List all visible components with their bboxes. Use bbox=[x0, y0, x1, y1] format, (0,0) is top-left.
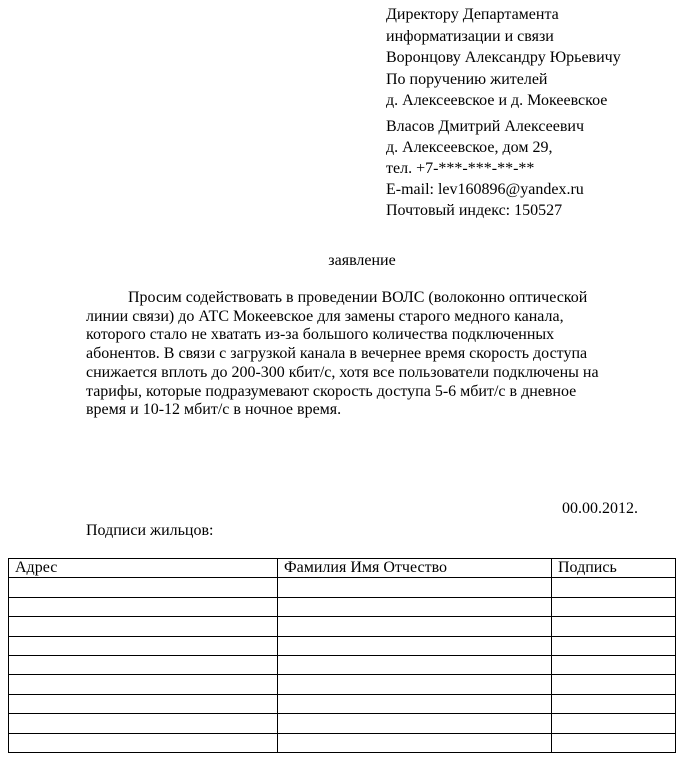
addressee-block bbox=[386, 4, 621, 112]
signature-cell bbox=[552, 636, 676, 655]
column-header-address: Адрес bbox=[9, 559, 278, 578]
signature-cell bbox=[552, 578, 676, 597]
sender-name: Власов Дмитрий Алексеевич bbox=[386, 118, 585, 135]
table-row bbox=[9, 597, 676, 616]
full-name-cell bbox=[278, 617, 552, 636]
addressee-line: По поручению жителей bbox=[386, 70, 548, 88]
address-cell bbox=[9, 617, 278, 636]
table-row bbox=[9, 636, 676, 655]
table-row bbox=[9, 675, 676, 694]
body-line: снижается вплоть до 200-300 кбит/с, хотя все пользователи подключены на bbox=[86, 363, 599, 381]
signature-cell bbox=[552, 617, 676, 636]
signature-cell bbox=[552, 714, 676, 733]
addressee-line: Директору Департамента bbox=[386, 6, 559, 23]
address-cell bbox=[9, 675, 278, 694]
full-name-cell bbox=[278, 675, 552, 694]
body-line: Просим содействовать в проведении ВОЛС (волоконно оптической bbox=[128, 289, 588, 306]
address-cell bbox=[9, 655, 278, 674]
sender-phone: тел. +7-***-***-**-** bbox=[386, 160, 535, 177]
table-row bbox=[9, 714, 676, 733]
signature-cell bbox=[552, 597, 676, 616]
addressee-line: д. Алексеевское и д. Мокеевское bbox=[386, 92, 608, 109]
table-row bbox=[9, 733, 676, 752]
full-name-cell bbox=[278, 636, 552, 655]
column-header-full-name: Фамилия Имя Отчество bbox=[278, 559, 552, 578]
document-date: 00.00.2012. bbox=[562, 500, 638, 517]
column-header-signature: Подпись bbox=[552, 559, 676, 578]
table-row bbox=[9, 655, 676, 674]
sender-block bbox=[386, 116, 584, 221]
sender-address: д. Алексеевское, дом 29, bbox=[386, 139, 553, 156]
body-line: линии связи) до АТС Мокеевское для замены старого медного канала, bbox=[86, 307, 564, 325]
address-cell bbox=[9, 636, 278, 655]
full-name-cell bbox=[278, 597, 552, 616]
address-cell bbox=[9, 694, 278, 713]
signatures-table bbox=[8, 558, 676, 753]
addressee-line: информатизации и связи bbox=[386, 27, 554, 45]
body-line: тарифы, которые подразумевают скорость доступа 5-6 мбит/с в дневное bbox=[86, 382, 577, 400]
signature-cell bbox=[552, 655, 676, 674]
sender-postal-code: Почтовый индекс: 150527 bbox=[386, 202, 563, 219]
signature-cell bbox=[552, 733, 676, 752]
table-row bbox=[9, 694, 676, 713]
address-cell bbox=[9, 714, 278, 733]
full-name-cell bbox=[278, 714, 552, 733]
full-name-cell bbox=[278, 655, 552, 674]
body-line: абонентов. В связи с загрузкой канала в вечернее время скорость доступа bbox=[86, 345, 588, 363]
full-name-cell bbox=[278, 578, 552, 597]
address-cell bbox=[9, 597, 278, 616]
table-row bbox=[9, 617, 676, 636]
signatures-label: Подписи жильцов: bbox=[86, 522, 214, 539]
table-row bbox=[9, 578, 676, 597]
body-line: время и 10-12 мбит/с в ночное время. bbox=[86, 401, 342, 419]
statement-body bbox=[86, 289, 634, 420]
full-name-cell bbox=[278, 733, 552, 752]
addressee-line: Воронцову Александру Юрьевичу bbox=[386, 49, 621, 66]
signature-cell bbox=[552, 694, 676, 713]
sender-email: E-mail: lev160896@yandex.ru bbox=[386, 181, 584, 198]
signature-cell bbox=[552, 675, 676, 694]
body-line: которого стало не хватать из-за большого количества подключенных bbox=[86, 326, 555, 344]
full-name-cell bbox=[278, 694, 552, 713]
address-cell bbox=[9, 578, 278, 597]
document-title: заявление bbox=[328, 252, 396, 269]
table-header-row bbox=[9, 559, 676, 578]
signatures-table-body bbox=[9, 578, 676, 753]
address-cell bbox=[9, 733, 278, 752]
